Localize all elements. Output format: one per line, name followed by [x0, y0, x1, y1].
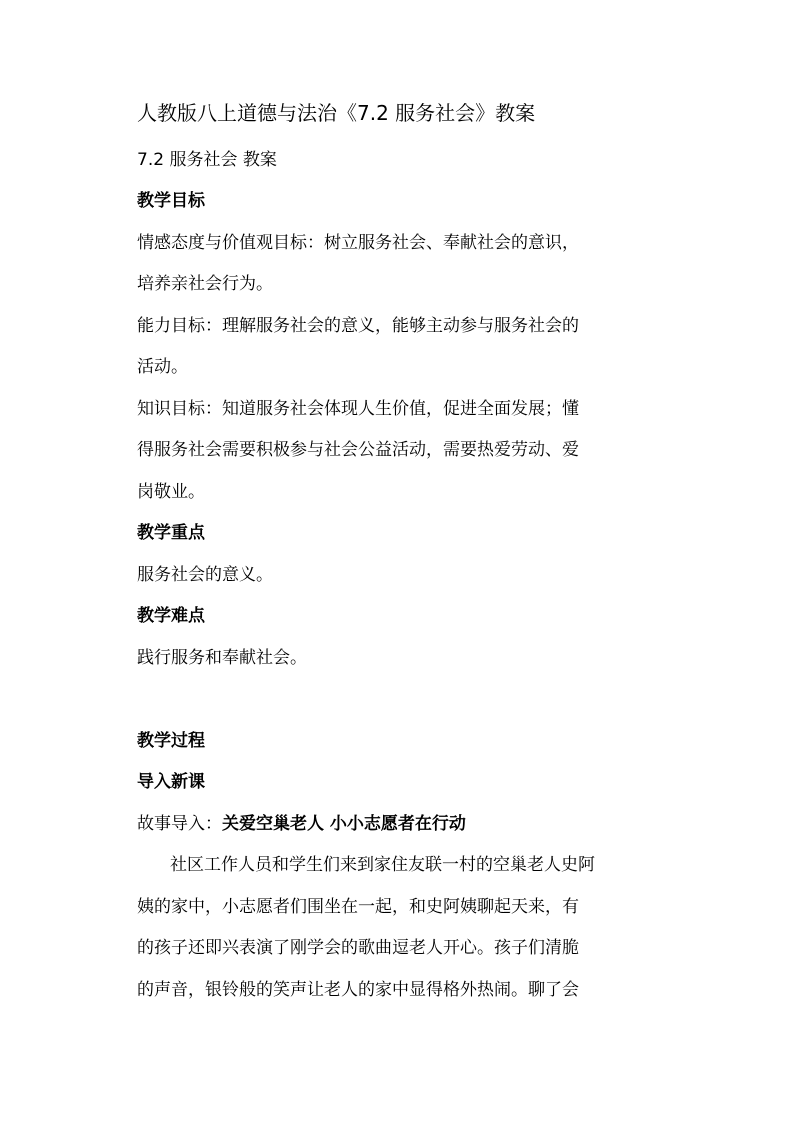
story-paragraph-line-3: 的孩子还即兴表演了刚学会的歌曲逗老人开心。孩子们清脆 [137, 938, 579, 958]
story-paragraph-line-2: 姨的家中，小志愿者们围坐在一起，和史阿姨聊起天来，有 [137, 897, 579, 917]
objective-knowledge-line-3: 岗敬业。 [137, 482, 205, 502]
intro-heading: 导入新课 [137, 772, 205, 792]
objective-emotion-line-2: 培养亲社会行为。 [137, 274, 273, 294]
story-title: 关爱空巢老人 小小志愿者在行动 [222, 814, 466, 834]
objective-emotion-line-1: 情感态度与价值观目标：树立服务社会、奉献社会的意识， [137, 233, 579, 253]
story-intro-line [137, 813, 466, 835]
objective-ability-line-2: 活动。 [137, 357, 188, 377]
process-heading: 教学过程 [137, 731, 205, 751]
key-point-heading: 教学重点 [137, 523, 205, 543]
difficulty-text: 践行服务和奉献社会。 [137, 648, 307, 668]
objectives-heading: 教学目标 [137, 191, 205, 211]
story-label: 故事导入： [137, 814, 222, 834]
difficulty-heading: 教学难点 [137, 606, 205, 626]
objective-ability-line-1: 能力目标：理解服务社会的意义，能够主动参与服务社会的 [137, 316, 579, 336]
objective-knowledge-line-1: 知识目标：知道服务社会体现人生价值，促进全面发展；懂 [137, 399, 579, 419]
key-point-text: 服务社会的意义。 [137, 565, 273, 585]
document-title: 人教版八上道德与法治《7.2 服务社会》教案 [137, 101, 536, 125]
story-paragraph-line-4: 的声音，银铃般的笑声让老人的家中显得格外热闹。聊了会 [137, 980, 579, 1000]
story-paragraph-line-1: 社区工作人员和学生们来到家住友联一村的空巢老人史阿 [170, 855, 595, 875]
objective-knowledge-line-2: 得服务社会需要积极参与社会公益活动，需要热爱劳动、爱 [137, 440, 579, 460]
document-subtitle: 7.2 服务社会 教案 [137, 150, 277, 170]
